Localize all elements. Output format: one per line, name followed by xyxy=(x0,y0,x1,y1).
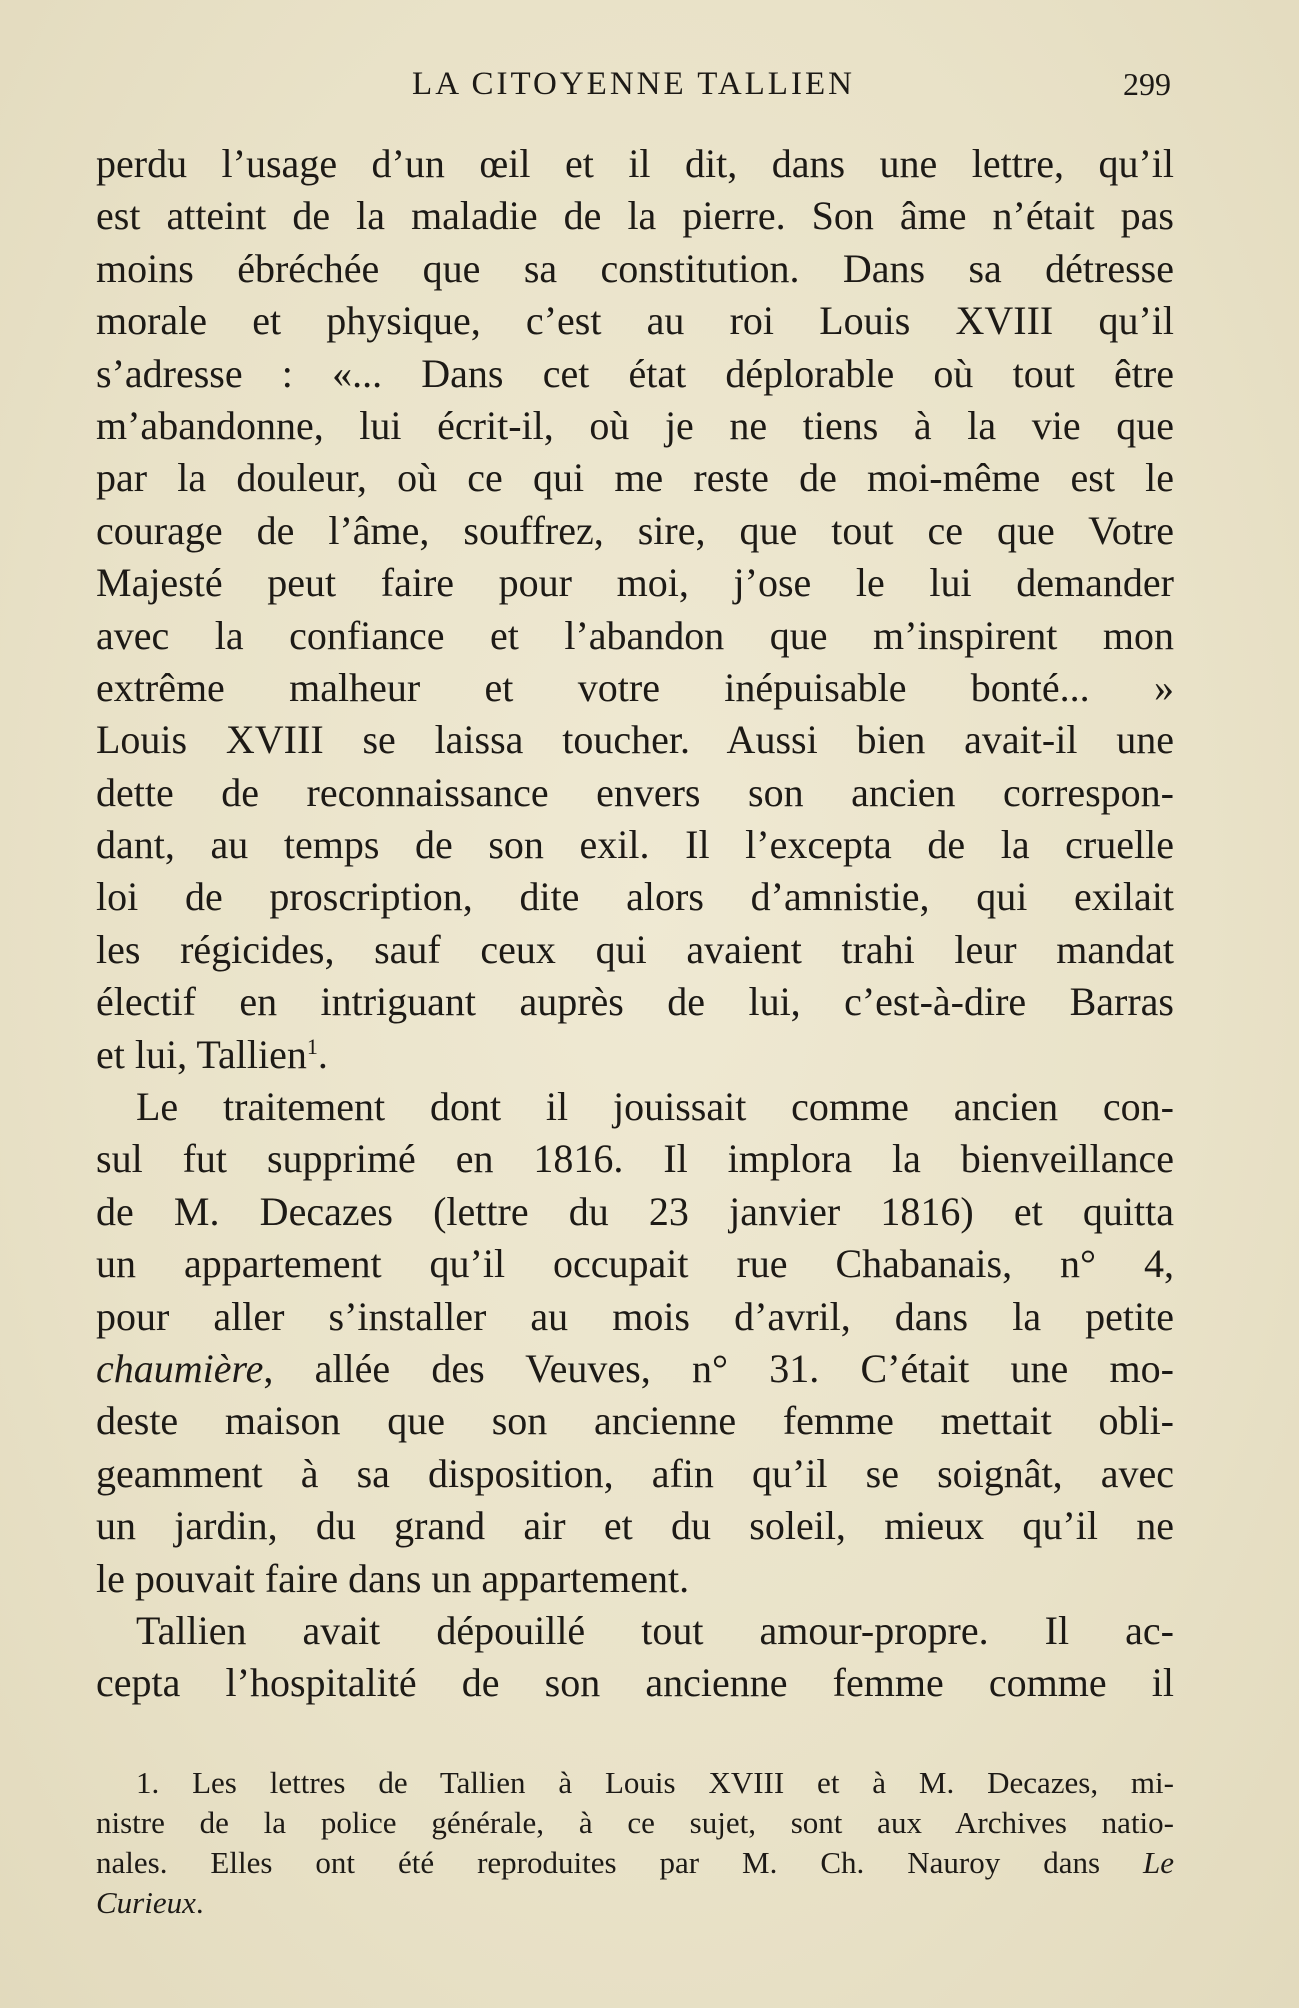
italic-title: Curieux xyxy=(96,1885,196,1920)
footnote-reference: 1 xyxy=(306,1033,318,1059)
text-line: Tallien avait dépouillé tout amour-propre. Il ac- xyxy=(136,1607,1174,1653)
text-line: est atteint de la maladie de la pierre. Son âme n’était pas xyxy=(96,193,1174,239)
footnote-line xyxy=(96,1843,1174,1883)
text-line: deste maison que son ancienne femme mettait obli- xyxy=(96,1398,1174,1444)
text-line: geamment à sa disposition, afin qu’il se soignât, avec xyxy=(96,1450,1174,1496)
text-line: courage de l’âme, souffrez, sire, que tout ce que Votre xyxy=(96,507,1174,553)
text-line: moins ébréchée que sa constitution. Dans sa détresse xyxy=(96,245,1174,291)
running-head xyxy=(96,66,1171,112)
footnote-text: . xyxy=(195,1885,204,1920)
text-line: Le traitement dont il jouissait comme ancien con- xyxy=(136,1084,1174,1130)
text-line: électif en intriguant auprès de lui, c’est-à-dire Barras xyxy=(96,979,1174,1025)
text-line xyxy=(96,1343,1174,1395)
footnote-line: 1. Les lettres de Tallien à Louis XVIII et à M. Decazes, mi- xyxy=(136,1765,1174,1800)
running-title: LA CITOYENNE TALLIEN xyxy=(412,66,855,102)
line-text: . xyxy=(317,1031,328,1077)
text-line: cepta l’hospitalité de son ancienne femme comme il xyxy=(96,1660,1174,1706)
text-line: s’adresse : «... Dans cet état déplorable où tout être xyxy=(96,350,1174,396)
text-line xyxy=(96,1029,1174,1081)
line-text: et lui, Tallien xyxy=(96,1031,307,1077)
text-line: les régicides, sauf ceux qui avaient trahi leur mandat xyxy=(96,926,1174,972)
text-line: un appartement qu’il occupait rue Chabanais, n° 4, xyxy=(96,1241,1174,1287)
line-text: , allée des Veuves, n° 31. C’était une mo- xyxy=(263,1345,1174,1391)
text-line: morale et physique, c’est au roi Louis XVIII qu’il xyxy=(96,298,1174,344)
text-line: pour aller s’installer au mois d’avril, dans la petite xyxy=(96,1293,1174,1339)
footnote-text: nales. Elles ont été reproduites par M. Ch. Nauroy dans xyxy=(96,1845,1101,1880)
text-line: par la douleur, où ce qui me reste de moi-même est le xyxy=(96,455,1174,501)
italic-word: chaumière xyxy=(96,1345,264,1391)
text-line: avec la confiance et l’abandon que m’inspirent mon xyxy=(96,612,1174,658)
text-line: perdu l’usage d’un œil et il dit, dans une lettre, qu’il xyxy=(96,141,1174,186)
text-line: Louis XVIII se laissa toucher. Aussi bien avait-il une xyxy=(96,717,1174,763)
text-line: un jardin, du grand air et du soleil, mieux qu’il ne xyxy=(96,1503,1174,1549)
text-line: le pouvait faire dans un appartement. xyxy=(96,1555,690,1601)
text-line: de M. Decazes (lettre du 23 janvier 1816) et quitta xyxy=(96,1188,1174,1234)
text-line: loi de proscription, dite alors d’amnistie, qui exilait xyxy=(96,874,1174,920)
page-number: 299 xyxy=(1123,66,1171,102)
text-line: dant, au temps de son exil. Il l’excepta de la cruelle xyxy=(96,822,1174,868)
text-line: Majesté peut faire pour moi, j’ose le lui demander xyxy=(96,560,1174,606)
text-line: m’abandonne, lui écrit-il, où je ne tiens à la vie que xyxy=(96,402,1174,448)
footnote xyxy=(96,1763,1174,1923)
text-line: extrême malheur et votre inépuisable bonté... » xyxy=(96,664,1174,710)
footnote-line xyxy=(96,1883,1174,1923)
body-text xyxy=(96,138,1174,1710)
text-line: sul fut supprimé en 1816. Il implora la bienveillance xyxy=(96,1136,1174,1182)
italic-title: Le xyxy=(1143,1845,1175,1880)
footnote-line: nistre de la police générale, à ce sujet, sont aux Archives natio- xyxy=(96,1805,1174,1840)
text-line: dette de reconnaissance envers son ancien correspon- xyxy=(96,769,1174,815)
